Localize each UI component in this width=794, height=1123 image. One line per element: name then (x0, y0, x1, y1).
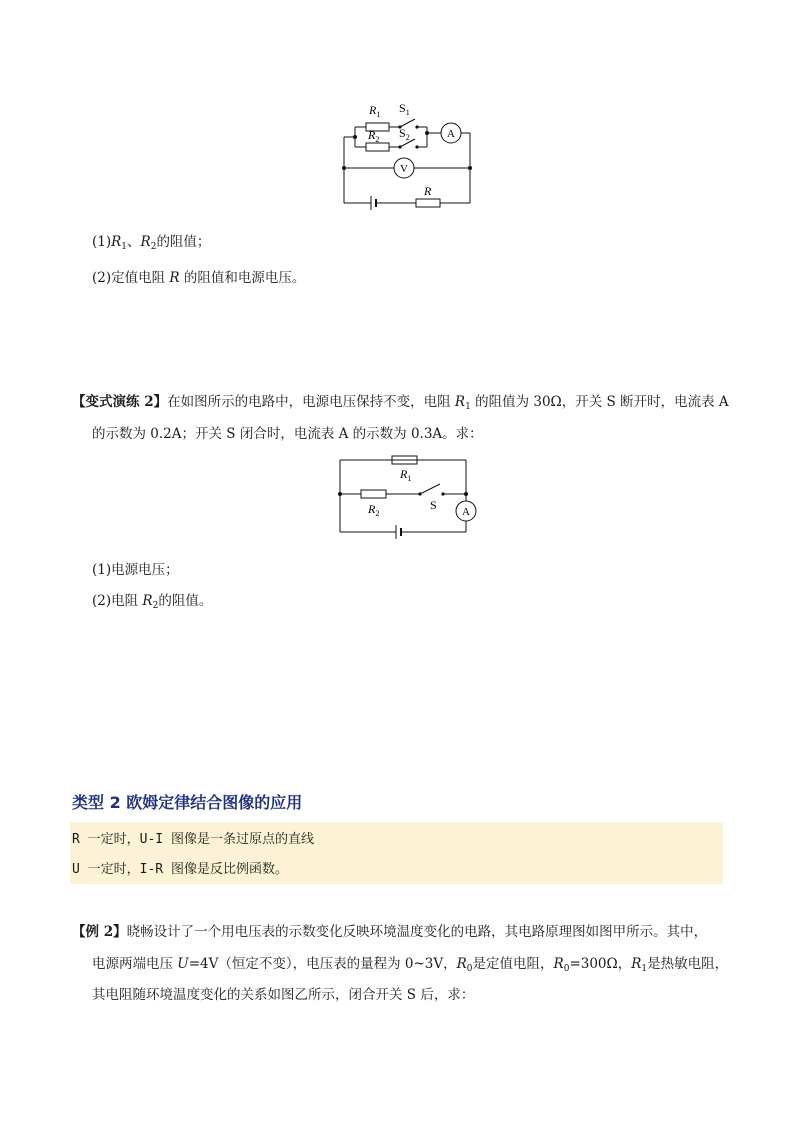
question-2-part-2: (2)电阻 $R_2$的阻值。 (92, 593, 213, 611)
ammeter-label: A (447, 128, 455, 140)
example-2-line-1: 【例 2】晓畅设计了一个用电压表的示数变化反映环境温度变化的电路，其电路原理图如图甲所示。其中， (72, 924, 708, 940)
label-s1: $S_1$ (399, 101, 410, 117)
label-r1: $R_1$ (369, 103, 381, 119)
ammeter-label: A (462, 506, 470, 518)
exercise-2-line-2: 的示数为 0.2A；开关 S 闭合时，电流表 A 的示数为 0.3A。求： (92, 426, 483, 442)
question-2-part-1: (1)电源电压； (92, 562, 179, 578)
box-line-2: U 一定时，I-R 图像是反比例函数。 (72, 862, 288, 877)
exercise-2-line-1: 【变式演练 2】在如图所示的电路中，电源电压保持不变，电阻 $R_1$ 的阻值为 30Ω，开关 S 断开时，电流表 A (72, 394, 729, 412)
question-1-part-2: (2)定值电阻 R 的阻值和电源电压。 (92, 270, 306, 286)
box-line-1: R 一定时，U-I 图像是一条过原点的直线 (72, 832, 314, 847)
example-2-line-2: 电源两端电压 U=4V（恒定不变），电压表的量程为 0~3V，$R_0$是定值电阻，$R_0=300\Omega$，$R_1$是热敏电阻， (92, 956, 729, 974)
exercise-tag: 【变式演练 2】 (72, 394, 168, 410)
label-r1: $R_1$ (400, 467, 412, 483)
label-s: S (430, 498, 437, 512)
section-heading: 类型 2 欧姆定律结合图像的应用 (72, 793, 303, 812)
highlight-box (70, 822, 723, 884)
voltmeter-label: V (400, 163, 408, 175)
example-tag: 【例 2】 (72, 924, 127, 940)
label-r: R (424, 184, 432, 198)
circuit-diagram-1 (330, 95, 480, 213)
label-r2: $R_2$ (368, 502, 380, 518)
label-r2: $R_2$ (368, 128, 380, 144)
example-2-line-3: 其电阻随环境温度变化的关系如图乙所示，闭合开关 S 后，求： (92, 987, 475, 1003)
circuit-diagram-2 (330, 450, 482, 542)
question-1-part-1: $(1)R_1$、$R_2$的阻值； (92, 234, 211, 252)
label-s2: $S_2$ (399, 126, 410, 142)
